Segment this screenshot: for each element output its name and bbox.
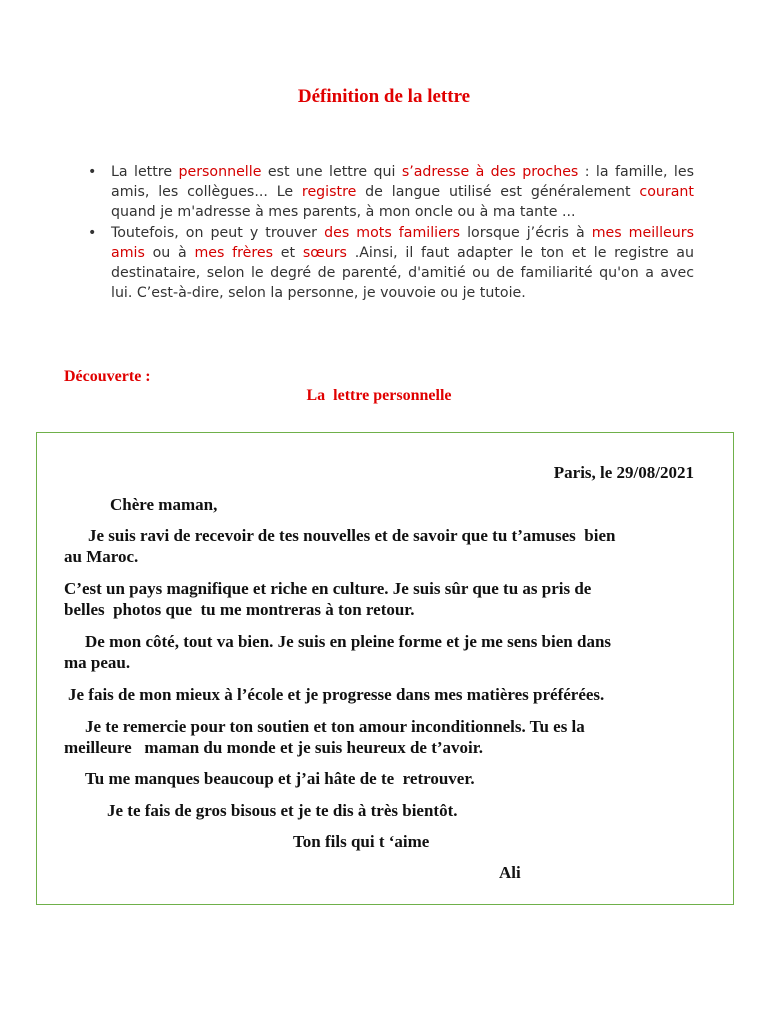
text-segment: de langue utilisé est généralement bbox=[356, 184, 640, 201]
letter-paragraph-7: Je te fais de gros bisous et je te dis à très bientôt. bbox=[107, 801, 458, 820]
text-segment: .Ainsi, il faut adapter le ton et le registre au destinataire, selon le degré de parenté, d'amitié ou de familiarité qu'on a avec lui. C’est-à-dire, selon la personne, je vouvoie ou je tutoie. bbox=[111, 244, 694, 302]
highlighted-term: registre bbox=[301, 184, 357, 201]
text-segment: est une lettre qui bbox=[261, 164, 402, 180]
text-segment: Toutefois, on peut y trouver bbox=[111, 224, 325, 241]
page-title: Définition de la lettre bbox=[297, 86, 471, 107]
text-segment: et bbox=[273, 244, 303, 261]
definition-item-1 bbox=[111, 162, 694, 223]
section-label: Découverte : bbox=[64, 368, 151, 385]
highlighted-term: mes frères bbox=[194, 244, 274, 261]
letter-paragraph-4: Je fais de mon mieux à l’école et je progresse dans mes matières préférées. bbox=[68, 685, 605, 704]
text-segment: La lettre bbox=[111, 164, 179, 180]
letter-paragraph-6: Tu me manques beaucoup et j’ai hâte de te retrouver. bbox=[85, 769, 475, 788]
letter-closing: Ton fils qui t ‘aime bbox=[293, 832, 430, 851]
highlighted-term: mes meilleurs amis bbox=[111, 224, 695, 261]
text-segment: lorsque j’écris à bbox=[460, 224, 592, 241]
letter-paragraph-2-line-2: belles photos que tu me montreras à ton retour. bbox=[64, 600, 415, 619]
letter-paragraph-1-line-1: Je suis ravi de recevoir de tes nouvelles et de savoir que tu t’amuses bien bbox=[88, 526, 616, 545]
letter-paragraph-5-line-1: Je te remercie pour ton soutien et ton amour inconditionnels. Tu es la bbox=[85, 717, 585, 736]
letter-paragraph-3-line-2: ma peau. bbox=[64, 653, 131, 672]
definition-list bbox=[111, 162, 694, 303]
text-segment: ou à bbox=[144, 244, 195, 261]
letter-date: Paris, le 29/08/2021 bbox=[553, 463, 694, 482]
letter-paragraph-1-line-2: au Maroc. bbox=[64, 547, 139, 566]
text-segment: quand je m'adresse à mes parents, à mon oncle ou à ma tante ... bbox=[111, 204, 576, 221]
letter-title: La lettre personnelle bbox=[306, 387, 452, 404]
letter-paragraph-3-line-1: De mon côté, tout va bien. Je suis en pleine forme et je me sens bien dans bbox=[85, 632, 612, 651]
highlighted-term: des mots familiers bbox=[324, 224, 461, 241]
letter-paragraph-2-line-1: C’est un pays magnifique et riche en culture. Je suis sûr que tu as pris de bbox=[64, 579, 592, 598]
letter-signature: Ali bbox=[499, 863, 521, 882]
highlighted-term: s’adresse à des proches bbox=[401, 164, 579, 180]
text-segment: : la famille, les amis, les collègues... Le bbox=[111, 164, 694, 201]
highlighted-term: personnelle bbox=[178, 164, 262, 180]
letter-paragraph-5-line-2: meilleure maman du monde et je suis heureux de t’avoir. bbox=[64, 738, 484, 757]
highlighted-term: sœurs bbox=[302, 244, 347, 261]
highlighted-term: courant bbox=[639, 184, 694, 201]
definition-item-2 bbox=[111, 223, 694, 304]
letter-greeting: Chère maman, bbox=[110, 495, 218, 514]
